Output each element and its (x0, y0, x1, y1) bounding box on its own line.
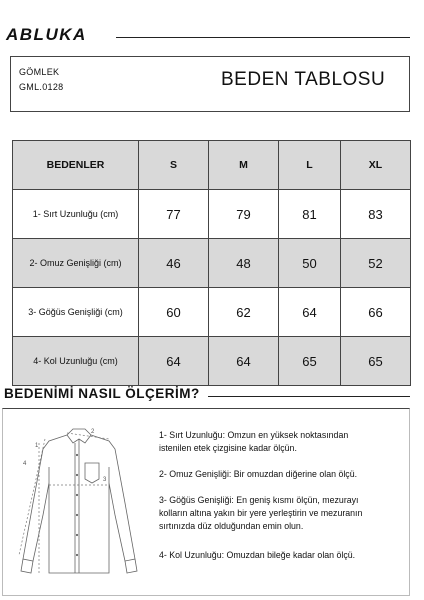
product-type: GÖMLEK (19, 67, 60, 77)
table-cell: 64 (139, 337, 209, 386)
table-cell: 62 (209, 288, 279, 337)
table-cell: 77 (139, 190, 209, 239)
table-cell: 83 (341, 190, 411, 239)
diagram-label-1: 1 (35, 443, 39, 449)
table-cell: 60 (139, 288, 209, 337)
instruction-item: 1- Sırt Uzunluğu: Omzun en yüksek noktasından istenilen etek çizgisine kadar ölçün. (159, 430, 349, 453)
diagram-label-2: 2 (91, 429, 95, 435)
table-cell: 79 (209, 190, 279, 239)
row-label: 4- Kol Uzunluğu (cm) (13, 337, 139, 386)
product-code: GML.0128 (19, 82, 64, 92)
table-cell: 52 (341, 239, 411, 288)
table-cell: 65 (341, 337, 411, 386)
brand-logo: ABLUKA (6, 25, 87, 44)
table-row (13, 239, 411, 288)
table-cell: 65 (279, 337, 341, 386)
section-title: BEDENİMİ NASIL ÖLÇERİM? (4, 386, 200, 401)
table-cell: 48 (209, 239, 279, 288)
table-cell: 46 (139, 239, 209, 288)
row-label: 2- Omuz Genişliği (cm) (13, 239, 139, 288)
table-header-cell: BEDENLER (13, 141, 139, 190)
product-header (10, 56, 410, 112)
diagram-label-4: 4 (23, 461, 27, 467)
table-header-cell: XL (341, 141, 411, 190)
diagram-label-3: 3 (103, 477, 107, 483)
table-header-cell: L (279, 141, 341, 190)
table-header-cell: M (209, 141, 279, 190)
page-title: BEDEN TABLOSU (221, 69, 386, 90)
instruction-item: 2- Omuz Genişliği: Bir omuzdan diğerine olan ölçü. (159, 469, 358, 479)
instruction-item: 4- Kol Uzunluğu: Omuzdan bileğe kadar olan ölçü. (159, 550, 356, 560)
table-row (13, 190, 411, 239)
size-table (12, 140, 411, 386)
table-row (13, 337, 411, 386)
table-cell: 64 (209, 337, 279, 386)
measurement-guide (2, 408, 410, 596)
table-header-row (13, 141, 411, 190)
table-cell: 66 (341, 288, 411, 337)
table-cell: 81 (279, 190, 341, 239)
row-label: 1- Sırt Uzunluğu (cm) (13, 190, 139, 239)
table-cell: 50 (279, 239, 341, 288)
table-row (13, 288, 411, 337)
table-header-cell: S (139, 141, 209, 190)
header-divider (116, 37, 410, 38)
row-label: 3- Göğüs Genişliği (cm) (13, 288, 139, 337)
section-divider (208, 396, 410, 397)
table-cell: 64 (279, 288, 341, 337)
shirt-diagram (9, 423, 149, 591)
instruction-item: 3- Göğüs Genişliği: En geniş kısmı ölçün, mezurayı kolların altına yakın bir yere yerleştirin ve mezuranın sırtınızda düz olduğundan emin olun. (159, 495, 363, 531)
